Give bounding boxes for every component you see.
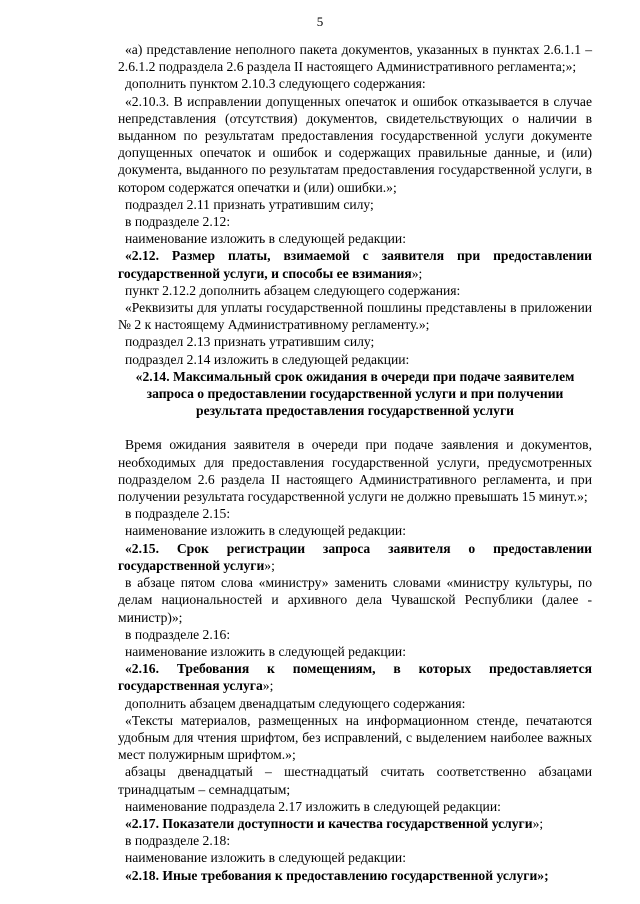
heading-bold-text: «2.17. Показатели доступности и качества государственной услуги	[125, 815, 533, 831]
paragraph: подраздел 2.13 признать утратившим силу;	[125, 334, 375, 350]
paragraph: наименование изложить в следующей редакции:	[125, 231, 406, 247]
heading-paragraph	[118, 540, 592, 574]
paragraph: Время ожидания заявителя в очереди при подаче заявления и документов, необходимых для предоставления государственной услуги, предусмотренных подразделом 2.6 раздела II настоящего Административного регламента, и при получении результата государственной услуги не должно превышать 15 минут.»;	[118, 437, 592, 505]
paragraph: «а) представление неполного пакета документов, указанных в пунктах 2.6.1.1 – 2.6.1.2 подраздела 2.6 раздела II настоящего Административного регламента;»;	[118, 42, 592, 75]
paragraph: дополнить пунктом 2.10.3 следующего содержания:	[125, 76, 426, 92]
paragraph: «Реквизиты для уплаты государственной пошлины представлены в приложении № 2 к настоящему Административному регламенту.»;	[118, 300, 592, 333]
paragraph: «Тексты материалов, размещенных на информационном стенде, печатаются удобным для чтения шрифтом, без исправлений, с выделением наиболее важных мест полужирным шрифтом.»;	[118, 712, 592, 763]
heading-tail: »;	[262, 678, 274, 694]
paragraph: наименование изложить в следующей редакции:	[125, 850, 406, 866]
heading-bold-text: «2.16. Требования к помещениям, в которых предоставляется государственная услуга	[118, 661, 592, 694]
paragraph: наименование изложить в следующей редакции:	[125, 643, 406, 659]
paragraph: в подразделе 2.16:	[125, 626, 231, 642]
heading-tail: »;	[532, 815, 544, 831]
paragraph: пункт 2.12.2 дополнить абзацем следующего содержания:	[125, 282, 461, 298]
heading-bold-text: «2.18. Иные требования к предоставлению государственной услуги»;	[125, 867, 549, 883]
paragraph: в подразделе 2.18:	[125, 833, 231, 849]
heading-tail: »;	[264, 557, 275, 573]
heading-paragraph	[118, 660, 592, 694]
paragraph: наименование подраздела 2.17 изложить в следующей редакции:	[125, 798, 501, 814]
heading-paragraph	[118, 247, 592, 281]
paragraph: в подразделе 2.12:	[125, 214, 231, 230]
heading-bold-text: «2.12. Размер платы, взимаемой с заявителя при предоставлении государственной услуги, и способы ее взимания	[118, 248, 592, 281]
paragraph: «2.10.3. В исправлении допущенных опечаток и ошибок отказывается в случае непредставления (отсутствия) документов, свидетельствующих о наличии в выданном по результатам предоставления государственной услуги документе допущенных опечаток и ошибок и содержащих правильные данные, и (или) документа, выданного по результатам предоставления государственной услуги, в котором содержатся опечатки и (или) ошибки.»;	[118, 93, 592, 195]
paragraph: подраздел 2.11 признать утратившим силу;	[125, 196, 374, 212]
paragraph: подраздел 2.14 изложить в следующей редакции:	[125, 351, 410, 367]
paragraph: абзацы двенадцатый – шестнадцатый считать соответственно абзацами тринадцатым – семнадцатым;	[118, 764, 592, 797]
document-body	[118, 41, 592, 884]
section-title-2-14: «2.14. Максимальный срок ожидания в очереди при подаче заявителем запроса о предоставлении государственной услуги и при получении результата предоставления государственной услуги	[135, 368, 575, 419]
paragraph: наименование изложить в следующей редакции:	[125, 523, 406, 539]
heading-bold-text: «2.15. Срок регистрации запроса заявителя о предоставлении государственной услуги	[118, 540, 592, 573]
heading-paragraph	[118, 867, 592, 884]
paragraph: дополнить абзацем двенадцатым следующего содержания:	[125, 695, 466, 711]
heading-paragraph	[118, 815, 592, 832]
paragraph: в абзаце пятом слова «министру» заменить словами «министру культуры, по делам национальностей и архивного дела Чувашской Республики (далее - министр)»;	[118, 575, 592, 625]
heading-tail: »;	[411, 265, 423, 281]
page-number: 5	[316, 14, 324, 29]
spacer	[118, 419, 592, 436]
paragraph: в подразделе 2.15:	[125, 506, 231, 522]
